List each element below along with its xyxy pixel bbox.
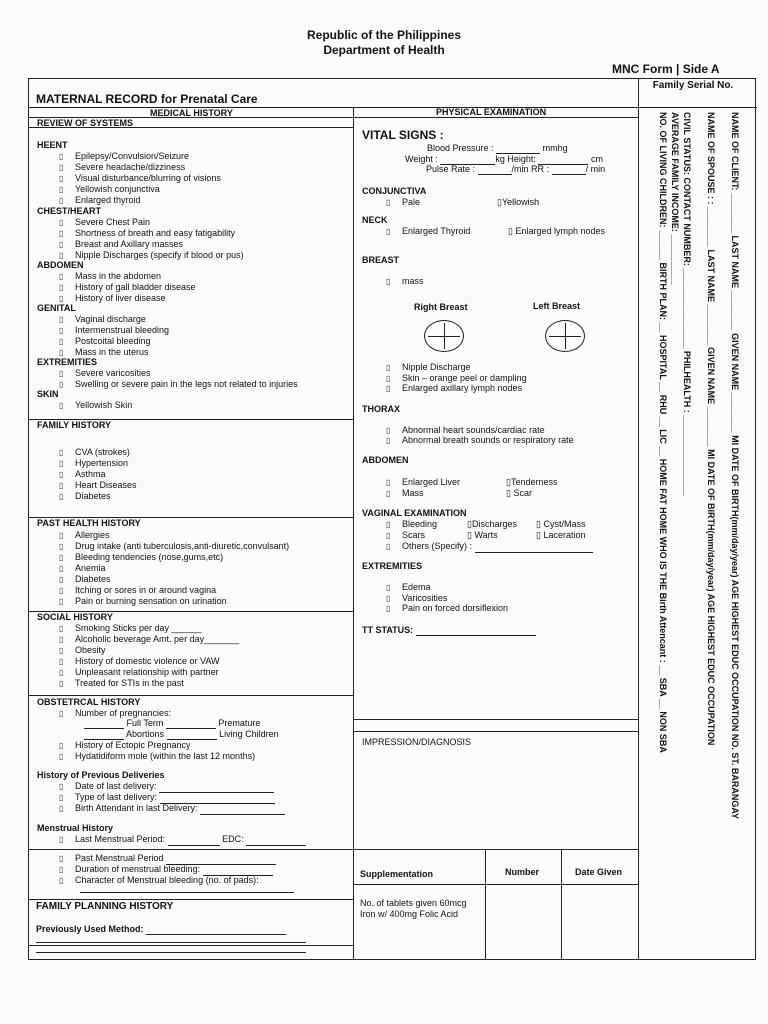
checkbox-icon: ▯ bbox=[59, 531, 64, 540]
checkbox-icon: ▯ bbox=[59, 326, 64, 335]
checkbox-icon: ▯ bbox=[59, 835, 64, 844]
checkbox-icon: ▯ bbox=[506, 477, 511, 487]
full-term-field[interactable]: Full Term Premature bbox=[84, 718, 260, 729]
checklist-item[interactable]: ▯ Nipple Discharge bbox=[386, 362, 471, 372]
vital-signs-heading: VITAL SIGNS : bbox=[362, 128, 444, 142]
checklist-item[interactable]: ▯ Mass in the abdomen bbox=[59, 271, 162, 281]
checkbox-icon: ▯ bbox=[59, 709, 64, 718]
checklist-item[interactable]: ▯ CVA (strokes) bbox=[59, 447, 130, 457]
form-id: MNC Form | Side A bbox=[612, 62, 720, 76]
checkbox-icon: ▯ bbox=[59, 448, 64, 457]
checklist-item[interactable]: ▯ History of Ectopic Pregnancy bbox=[59, 740, 191, 750]
checkbox-icon: ▯ bbox=[386, 227, 391, 236]
checkbox-icon: ▯ bbox=[59, 369, 64, 378]
checkbox-icon: ▯ bbox=[59, 185, 64, 194]
family-history-heading: FAMILY HISTORY bbox=[37, 420, 112, 430]
past-menstrual-field[interactable]: ▯ Past Menstrual Period bbox=[59, 853, 276, 865]
checkbox-icon: ▯ bbox=[386, 426, 391, 435]
group-extremities: EXTREMITIES bbox=[37, 357, 98, 367]
checkbox-icon: ▯ bbox=[59, 597, 64, 606]
right-breast-label: Right Breast bbox=[414, 302, 468, 312]
method-line[interactable] bbox=[36, 942, 306, 943]
weight-field[interactable]: Weight : kg Height: cm bbox=[405, 154, 603, 164]
checkbox-icon: ▯ bbox=[59, 782, 64, 791]
checklist-item[interactable]: ▯ Enlarged thyroid bbox=[59, 195, 141, 205]
previous-method-field[interactable]: Previously Used Method: bbox=[36, 924, 286, 935]
checklist-item[interactable]: ▯Tenderness bbox=[506, 477, 558, 487]
checklist-item[interactable]: ▯ Enlarged Thyroid bbox=[386, 226, 471, 236]
checkbox-icon: ▯ bbox=[386, 594, 391, 603]
checklist-item[interactable]: ▯ Visual disturbance/blurring of visions bbox=[59, 173, 221, 183]
tt-status-field[interactable]: TT STATUS: bbox=[362, 625, 536, 636]
checkbox-icon: ▯ bbox=[59, 272, 64, 281]
checkbox-icon: ▯ bbox=[386, 583, 391, 592]
bp-field[interactable]: Blood Pressure : mmhg bbox=[427, 143, 568, 153]
pregnancies-field[interactable]: ▯ Number of pregnancies: bbox=[59, 708, 172, 718]
checklist-item[interactable]: ▯ Severe varicosities bbox=[59, 368, 151, 378]
checklist-item[interactable]: ▯ Pale bbox=[386, 197, 421, 207]
checklist-item[interactable]: ▯ Edema bbox=[386, 582, 431, 592]
checklist-item[interactable]: ▯ Vaginal discharge bbox=[59, 314, 146, 324]
checkbox-icon: ▯ bbox=[59, 646, 64, 655]
checkbox-icon: ▯ bbox=[59, 240, 64, 249]
neck-heading: NECK bbox=[362, 215, 388, 225]
date-last-delivery-field[interactable]: ▯ Date of last delivery: bbox=[59, 781, 274, 793]
checkbox-icon: ▯ bbox=[59, 876, 64, 885]
checkbox-icon: ▯ bbox=[467, 530, 475, 540]
checklist-item[interactable]: ▯ Cyst/Mass bbox=[536, 519, 586, 529]
checkbox-icon: ▯ bbox=[506, 488, 514, 498]
checklist-item[interactable]: ▯ Pain on forced dorsiflexion bbox=[386, 603, 509, 613]
checklist-item[interactable]: ▯ Unpleasant relationship with partner bbox=[59, 667, 219, 677]
checkbox-icon: ▯ bbox=[59, 865, 64, 874]
checklist-item[interactable]: ▯ Allergies bbox=[59, 530, 110, 540]
checklist-item[interactable]: ▯ Varicosities bbox=[386, 593, 448, 603]
checkbox-icon: ▯ bbox=[59, 793, 64, 802]
family-planning-heading: FAMILY PLANNING HISTORY bbox=[36, 901, 174, 912]
checkbox-icon: ▯ bbox=[536, 519, 544, 529]
checkbox-icon: ▯ bbox=[386, 489, 391, 498]
checkbox-icon: ▯ bbox=[536, 530, 544, 540]
checkbox-icon: ▯ bbox=[386, 198, 391, 207]
checkbox-icon: ▯ bbox=[386, 520, 391, 529]
conjunctiva-heading: CONJUNCTIVA bbox=[362, 186, 427, 196]
checkbox-icon: ▯ bbox=[59, 251, 64, 260]
checklist-item[interactable]: ▯ Enlarged Liver bbox=[386, 477, 461, 487]
checklist-item[interactable]: ▯ Mass in the uterus bbox=[59, 347, 149, 357]
checkbox-icon: ▯ bbox=[497, 197, 502, 207]
iron-folic-row: No. of tablets given 60mcg Iron w/ 400mg Folic Acid bbox=[360, 898, 467, 919]
checklist-item[interactable]: ▯ Severe headache/dizziness bbox=[59, 162, 186, 172]
right-breast-diagram[interactable] bbox=[424, 320, 464, 352]
checklist-item[interactable]: ▯ Yellowish conjunctiva bbox=[59, 184, 160, 194]
checkbox-icon: ▯ bbox=[59, 668, 64, 677]
number-col: Number bbox=[505, 867, 540, 877]
checklist-item[interactable]: ▯ Itching or sores in or around vagina bbox=[59, 585, 217, 595]
checklist-item[interactable]: ▯ History of domestic violence or VAW bbox=[59, 656, 220, 666]
checklist-item[interactable]: ▯ Warts bbox=[467, 530, 498, 540]
spouse-name-column[interactable]: NAME OF SPOUSE : : ________ LAST NAME ________ GIVEN NAME ________ MI DATE OF BIRTH(mm/day/year) AGE HIGHEST EDUC OCCUPATION bbox=[706, 112, 716, 746]
type-last-delivery-field[interactable]: ▯ Type of last delivery: bbox=[59, 792, 275, 804]
checklist-item[interactable]: ▯ Scar bbox=[506, 488, 532, 498]
checklist-item[interactable]: ▯ Bleeding tendencies (nose,gums,etc) bbox=[59, 552, 224, 562]
checklist-item[interactable]: ▯ Abnormal heart sounds/cardiac rate bbox=[386, 425, 545, 435]
checkbox-icon: ▯ bbox=[386, 363, 391, 372]
living-children-column[interactable]: NO. OF LIVING CHILDREN: ______ BIRTH PLAN: __ HOSPITAL __ RHU __ LIC __ HOME FAT HOME WHO IS THE Birth Attencant : __ SBA __ NON SBA bbox=[658, 112, 668, 753]
checklist-item[interactable]: ▯ Hydatidiform mole (within the last 12 months) bbox=[59, 751, 256, 761]
civil-status-column[interactable]: CIVIL STATUS: CONTACT NUMBER: ________________ PHILHEALTH : ________________ bbox=[682, 112, 692, 496]
checkbox-icon: ▯ bbox=[59, 218, 64, 227]
checkbox-icon: ▯ bbox=[59, 854, 64, 863]
checklist-item[interactable]: ▯ Severe Chest Pain bbox=[59, 217, 151, 227]
checklist-item[interactable]: ▯ Obesity bbox=[59, 645, 106, 655]
past-health-heading: PAST HEALTH HISTORY bbox=[37, 518, 141, 528]
checkbox-icon: ▯ bbox=[59, 657, 64, 666]
checkbox-icon: ▯ bbox=[59, 481, 64, 490]
checklist-item[interactable]: ▯Discharges bbox=[467, 519, 517, 529]
checkbox-icon: ▯ bbox=[59, 804, 64, 813]
checkbox-icon: ▯ bbox=[386, 277, 391, 286]
checklist-item[interactable]: ▯ Asthma bbox=[59, 469, 106, 479]
checklist-item[interactable]: ▯ Hypertension bbox=[59, 458, 129, 468]
character-bleeding-line[interactable] bbox=[80, 892, 294, 893]
checklist-item[interactable]: ▯ Heart Diseases bbox=[59, 480, 137, 490]
breast-heading: BREAST bbox=[362, 255, 400, 265]
checklist-item[interactable]: ▯ Swelling or severe pain in the legs not related to injuries bbox=[59, 379, 298, 389]
checkbox-icon: ▯ bbox=[59, 470, 64, 479]
checklist-item[interactable]: ▯ Shortness of breath and easy fatigability bbox=[59, 228, 236, 238]
checkbox-icon: ▯ bbox=[467, 519, 472, 529]
checkbox-icon: ▯ bbox=[59, 624, 64, 633]
checklist-item[interactable]: ▯ Yellowish Skin bbox=[59, 400, 133, 410]
checkbox-icon: ▯ bbox=[59, 380, 64, 389]
checklist-item[interactable]: ▯ Drug intake (anti tuberculosis,anti-diuretic,convulsant) bbox=[59, 541, 290, 551]
lmp-field[interactable]: ▯ Last Menstrual Period: EDC: bbox=[59, 834, 306, 846]
physical-exam-heading: PHYSICAL EXAMINATION bbox=[436, 107, 547, 117]
checkbox-icon: ▯ bbox=[59, 586, 64, 595]
method-line[interactable] bbox=[36, 952, 306, 953]
checkbox-icon: ▯ bbox=[59, 575, 64, 584]
checklist-item[interactable]: ▯ Anemia bbox=[59, 563, 106, 573]
checkbox-icon: ▯ bbox=[386, 542, 391, 551]
group-heent: HEENT bbox=[37, 140, 68, 150]
supplementation-col: Supplementation bbox=[360, 869, 434, 879]
checkbox-icon: ▯ bbox=[59, 283, 64, 292]
checkbox-icon: ▯ bbox=[386, 374, 391, 383]
checklist-item[interactable]: ▯ Smoking Sticks per day ______ bbox=[59, 623, 202, 633]
checkbox-icon: ▯ bbox=[386, 436, 391, 445]
duration-bleeding-field[interactable]: ▯ Duration of menstrual bleeding: bbox=[59, 864, 273, 876]
checklist-item[interactable]: ▯ Skin – orange peel or dampling bbox=[386, 373, 527, 383]
pulse-field[interactable]: Pulse Rate : /min RR : / min bbox=[426, 164, 606, 174]
extremities-heading: EXTREMITIES bbox=[362, 561, 423, 571]
checklist-item[interactable]: ▯ Diabetes bbox=[59, 574, 111, 584]
department-title: Department of Health bbox=[323, 43, 445, 57]
checkbox-icon: ▯ bbox=[59, 196, 64, 205]
checklist-item[interactable]: ▯ Bleeding bbox=[386, 519, 438, 529]
checklist-item[interactable]: ▯ Enlarged axillary lymph nodes bbox=[386, 383, 523, 393]
checklist-item[interactable]: ▯ History of gall bladder disease bbox=[59, 282, 196, 292]
checkbox-icon: ▯ bbox=[386, 604, 391, 613]
social-history-heading: SOCIAL HISTORY bbox=[37, 612, 113, 622]
checkbox-icon: ▯ bbox=[59, 752, 64, 761]
checkbox-icon: ▯ bbox=[59, 163, 64, 172]
checkbox-icon: ▯ bbox=[59, 459, 64, 468]
checkbox-icon: ▯ bbox=[59, 294, 64, 303]
checklist-item[interactable]: ▯ Alcoholic beverage Amt. per day_______ bbox=[59, 634, 240, 644]
checklist-item[interactable]: ▯ Laceration bbox=[536, 530, 586, 540]
birth-attendant-field[interactable]: ▯ Birth Attendant in last Delivery: bbox=[59, 803, 285, 815]
checkbox-icon: ▯ bbox=[59, 492, 64, 501]
checkbox-icon: ▯ bbox=[59, 679, 64, 688]
medical-history-heading: MEDICAL HISTORY bbox=[150, 108, 233, 118]
checkbox-icon: ▯ bbox=[386, 531, 391, 540]
group-skin: SKIN bbox=[37, 389, 59, 399]
abdomen-heading: ABDOMEN bbox=[362, 455, 409, 465]
left-breast-diagram[interactable] bbox=[545, 320, 585, 352]
thorax-heading: THORAX bbox=[362, 404, 400, 414]
checklist-item[interactable]: ▯ History of liver disease bbox=[59, 293, 166, 303]
previous-deliveries-heading: History of Previous Deliveries bbox=[37, 770, 165, 780]
checklist-item[interactable]: ▯ Diabetes bbox=[59, 491, 111, 501]
checkbox-icon: ▯ bbox=[59, 564, 64, 573]
checklist-item[interactable]: ▯ Epilepsy/Convulsion/Seizure bbox=[59, 151, 190, 161]
record-title: MATERNAL RECORD for Prenatal Care bbox=[36, 92, 258, 106]
others-field[interactable]: ▯ Others (Specify) : bbox=[386, 541, 593, 553]
checklist-item[interactable]: ▯Yellowish bbox=[497, 197, 540, 207]
checkbox-icon: ▯ bbox=[59, 174, 64, 183]
checkbox-icon: ▯ bbox=[59, 229, 64, 238]
checkbox-icon: ▯ bbox=[59, 542, 64, 551]
checkbox-icon: ▯ bbox=[59, 553, 64, 562]
checklist-item[interactable]: ▯ Nipple Discharges (specify if blood or pus) bbox=[59, 250, 244, 260]
checklist-item[interactable]: ▯ mass bbox=[386, 276, 424, 286]
client-name-column[interactable]: NAME OF CLIENT: ________ LAST NAME ________ GIVEN NAME ________ MI DATE OF BIRTH(mm/day/year) AGE HIGHEST EDUC OCCUPATION NO. ST. BARANGAY bbox=[730, 112, 740, 820]
checkbox-icon: ▯ bbox=[386, 478, 391, 487]
vaginal-heading: VAGINAL EXAMINATION bbox=[362, 508, 467, 518]
checkbox-icon: ▯ bbox=[59, 152, 64, 161]
checklist-item[interactable]: ▯ Postcoital bleeding bbox=[59, 336, 151, 346]
country-title: Republic of the Philippines bbox=[306, 28, 461, 42]
checkbox-icon: ▯ bbox=[59, 741, 64, 750]
checklist-item[interactable]: ▯ Abnormal breath sounds or respiratory rate bbox=[386, 435, 574, 445]
family-income-column[interactable]: AVERAGE FAMILY INCOME: __________ bbox=[670, 112, 680, 285]
checklist-item[interactable]: ▯ Enlarged lymph nodes bbox=[508, 226, 606, 236]
group-chest-heart: CHEST/HEART bbox=[37, 206, 102, 216]
checkbox-icon: ▯ bbox=[59, 348, 64, 357]
checkbox-icon: ▯ bbox=[59, 315, 64, 324]
review-systems-heading: REVIEW OF SYSTEMS bbox=[37, 118, 134, 128]
checklist-item[interactable]: ▯ Scars bbox=[386, 530, 426, 540]
group-genital: GENITAL bbox=[37, 303, 76, 313]
checklist-item[interactable]: ▯ Treated for STIs in the past bbox=[59, 678, 184, 688]
family-serial-label: Family Serial No. bbox=[652, 80, 734, 91]
checklist-item[interactable]: ▯ Intermenstrual bleeding bbox=[59, 325, 170, 335]
checkbox-icon: ▯ bbox=[508, 226, 516, 236]
checklist-item[interactable]: ▯ Mass bbox=[386, 488, 424, 498]
checkbox-icon: ▯ bbox=[59, 635, 64, 644]
checklist-item[interactable]: ▯ Pain or burning sensation on urination bbox=[59, 596, 227, 606]
left-breast-label: Left Breast bbox=[533, 301, 581, 311]
checkbox-icon: ▯ bbox=[59, 401, 64, 410]
abortions-field[interactable]: Abortions Living Children bbox=[84, 729, 279, 740]
menstrual-heading: Menstrual History bbox=[37, 823, 114, 833]
group-abdomen: ABDOMEN bbox=[37, 260, 84, 270]
date-given-col: Date Given bbox=[575, 867, 623, 877]
checkbox-icon: ▯ bbox=[386, 384, 391, 393]
obstetrical-heading: OBSTETRCAL HISTORY bbox=[37, 697, 141, 707]
checkbox-icon: ▯ bbox=[59, 337, 64, 346]
checklist-item[interactable]: ▯ Breast and Axillary masses bbox=[59, 239, 184, 249]
impression-heading: IMPRESSION/DIAGNOSIS bbox=[362, 737, 472, 747]
character-bleeding-field[interactable]: ▯ Character of Menstrual bleeding (no. of pads): bbox=[59, 875, 259, 885]
